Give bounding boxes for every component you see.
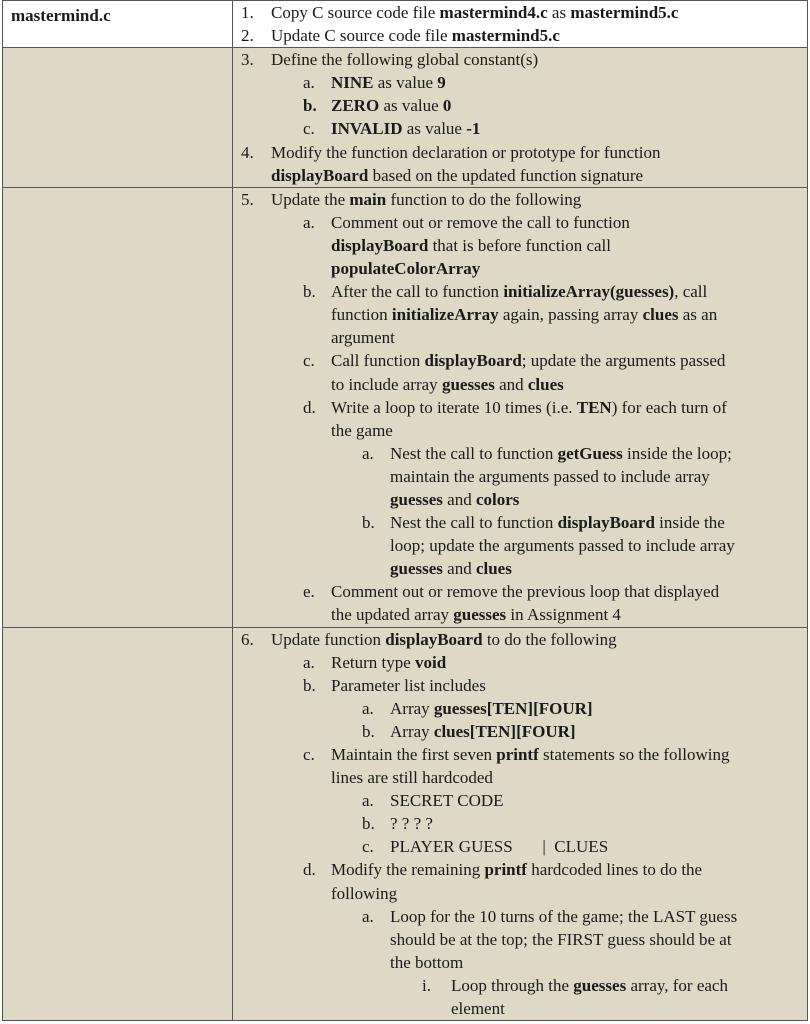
list-marker: 1. [241,3,254,22]
list-marker: c. [303,351,315,371]
list-marker: c. [303,119,315,139]
text-run: Maintain the first seven [331,745,497,764]
instruction-line [233,789,807,812]
text-run: Return type [331,652,416,672]
bold-term: 9 [437,73,446,93]
instruction-text [271,164,807,187]
bold-term: initializeArray [391,305,499,325]
instruction-text [271,1,807,24]
text-run: Modify the remaining [331,860,485,880]
instruction-line [233,117,807,140]
bold-term: initializeArray(guesses) [503,282,675,302]
file-column-cell [3,187,233,627]
bold-term: displayBoard [331,235,429,255]
instruction-text [331,280,807,303]
bold-term: clues [475,559,512,579]
bold-term: populateColorArray [331,259,481,279]
instruction-line [233,534,807,557]
bold-term: main [349,189,387,209]
instruction-text [331,303,807,326]
instruction-text [331,419,807,442]
instruction-text [331,326,807,349]
table-row [3,627,808,1021]
text-run: as an [678,305,718,325]
instruction-table [2,0,808,1021]
instruction-text [390,697,807,720]
file-column-cell [3,1,233,48]
instruction-line [233,974,807,997]
instruction-line [233,141,807,164]
text-run: Loop for the 10 turns of the game; the LAST guess [390,906,738,926]
text-run: ) for each turn of [611,397,727,417]
text-run: Comment out or remove the call to function [331,212,630,232]
instruction-text [390,442,807,465]
instruction-line [233,651,807,674]
list-marker: 3. [241,50,254,70]
bold-term: mastermind4.c [439,3,548,22]
text-run: inside the [654,513,725,533]
instruction-line [233,257,807,280]
bold-term: guesses[TEN][FOUR] [433,698,593,718]
instruction-text [331,882,807,905]
instruction-text [331,580,807,603]
instruction-text [331,349,807,372]
list-marker: b. [362,814,375,834]
text-run: function [331,305,392,325]
text-run: element [451,999,505,1019]
instruction-line [233,373,807,396]
list-marker: c. [303,745,315,764]
instruction-line [233,743,807,766]
instruction-line [233,603,807,626]
text-run: and [494,374,528,394]
instruction-text [331,71,807,94]
bold-term: -1 [466,119,481,139]
instruction-line [233,905,807,928]
bold-term: clues [527,374,564,394]
instruction-line [233,557,807,580]
bold-term: guesses [390,559,443,579]
text-run: as value [373,73,438,93]
instruction-line [233,628,807,651]
text-run: the bottom [390,952,464,972]
instruction-text [271,24,807,47]
bold-term: displayBoard [271,165,369,185]
table-body [3,1,808,1021]
instruction-line [233,928,807,951]
instruction-text [331,858,807,881]
instruction-text [331,674,807,697]
bold-term: displayBoard [385,629,483,649]
text-run: Loop through the [451,975,574,995]
instructions-cell [233,627,808,1021]
list-marker: 5. [241,189,254,209]
instruction-line [233,511,807,534]
bold-term: mastermind5.c [451,26,560,46]
list-marker: a. [362,698,374,718]
instruction-line [233,164,807,187]
bold-term: ZERO [331,96,380,116]
text-run: and [442,489,476,509]
instruction-line [233,951,807,974]
bold-term: clues [642,305,679,325]
bold-term: INVALID [331,119,403,139]
bold-term: void [415,652,447,672]
text-run: hardcoded lines to do the [526,860,703,880]
instruction-text [331,373,807,396]
text-run: , call [674,282,708,302]
text-run: Update C source code file [271,26,452,46]
instruction-text [390,928,807,951]
instruction-text [390,557,807,580]
instruction-line [233,349,807,372]
instruction-line [233,326,807,349]
bold-term: colors [475,489,520,509]
file-name-label: mastermind.c [11,6,111,25]
instruction-text [390,488,807,511]
instruction-line [233,48,807,71]
bold-term: guesses [453,605,507,625]
bold-term: displayBoard [424,351,522,371]
text-run: that is before function call [428,235,611,255]
instruction-text [331,257,807,280]
instruction-line [233,465,807,488]
text-run: ; update the arguments passed [521,351,726,371]
text-run: loop; update the arguments passed to include array [390,536,735,556]
text-run: PLAYER GUESS | CLUES [390,837,609,857]
bold-term: printf [496,745,539,764]
instruction-line [233,858,807,881]
list-marker: c. [362,837,374,857]
instruction-line [233,720,807,743]
text-run: Write a loop to iterate 10 times (i.e. [331,397,577,417]
instruction-text [390,511,807,534]
instruction-text [331,651,807,674]
text-run: as [547,3,571,22]
list-marker: b. [362,721,375,741]
table-row [3,48,808,188]
bold-term: clues[TEN][FOUR] [433,721,576,741]
instruction-line [233,234,807,257]
instruction-text [451,997,807,1020]
bold-term: NINE [331,73,374,93]
text-run: Array [390,698,434,718]
bold-term: guesses [441,374,495,394]
table-row [3,1,808,48]
instruction-line [233,812,807,835]
text-run: as value [379,96,443,116]
bold-term: mastermind5.c [570,3,679,22]
list-marker: b. [303,282,316,302]
instruction-text [390,835,807,858]
list-marker: e. [303,582,315,602]
instruction-text [331,234,807,257]
text-run: Nest the call to function [390,443,558,463]
text-run: and [442,559,476,579]
instructions-cell [233,187,808,627]
text-run: After the call to function [331,282,504,302]
text-run: Comment out or remove the previous loop that displayed [331,582,720,602]
instruction-line [233,24,807,47]
bold-term: 0 [442,96,452,116]
file-column-cell [3,48,233,188]
text-run: ? ? ? ? [390,814,433,834]
text-run: as value [402,119,467,139]
bold-term: displayBoard [557,513,655,533]
instruction-text [271,188,807,211]
instruction-text [390,812,807,835]
text-run: to include array [331,374,442,394]
text-run: Update function [271,629,386,649]
instruction-text [331,603,807,626]
instruction-text [390,951,807,974]
instruction-text [271,141,807,164]
list-marker: a. [303,73,315,93]
instruction-line [233,396,807,419]
text-run: Parameter list includes [331,675,486,695]
instruction-text [331,766,807,789]
instruction-text [390,534,807,557]
list-marker: i. [422,975,431,995]
bold-term: getGuess [557,443,623,463]
text-run: Define the following global constant(s) [271,50,539,70]
instruction-text [390,720,807,743]
text-run: maintain the arguments passed to include array [390,466,710,486]
text-run: the updated array [331,605,454,625]
text-run: Copy C source code file [271,3,440,22]
instruction-text [390,789,807,812]
instructions-cell [233,48,808,188]
instruction-text [451,974,807,997]
text-run: lines are still hardcoded [331,768,493,788]
text-run: to do the following [482,629,617,649]
instruction-line [233,697,807,720]
table-row [3,187,808,627]
instruction-text [390,465,807,488]
bold-term: printf [484,860,527,880]
text-run: again, passing array [498,305,643,325]
bold-term: TEN [576,397,612,417]
instruction-line [233,766,807,789]
list-marker: a. [303,212,315,232]
list-marker: b. [362,513,375,533]
text-run: function to do the following [386,189,582,209]
instruction-text [271,628,807,651]
text-run: Array [390,721,434,741]
text-run: Modify the function declaration or prototype for function [271,142,661,162]
instruction-line [233,419,807,442]
list-marker: a. [362,443,374,463]
text-run: SECRET CODE [390,791,504,811]
list-marker: a. [362,791,374,811]
instruction-line [233,303,807,326]
instruction-line [233,674,807,697]
text-run: statements so the following [538,745,730,764]
list-marker: d. [303,397,316,417]
instruction-line [233,1,807,24]
list-marker: a. [303,652,315,672]
instruction-line [233,94,807,117]
instructions-cell [233,1,808,48]
instruction-line [233,211,807,234]
instruction-line [233,580,807,603]
instruction-text [331,117,807,140]
list-marker: b. [303,675,316,695]
text-run: based on the updated function signature [368,165,644,185]
instruction-text [331,94,807,117]
text-run: Nest the call to function [390,513,558,533]
list-marker: d. [303,860,316,880]
instruction-line [233,997,807,1020]
instruction-line [233,882,807,905]
text-run: should be at the top; the FIRST guess should be at [390,929,732,949]
file-column-cell [3,627,233,1021]
list-marker: 2. [241,26,254,46]
instruction-text [331,211,807,234]
instruction-line [233,835,807,858]
text-run: in Assignment 4 [506,605,621,625]
instruction-text [390,905,807,928]
instruction-line [233,442,807,465]
text-run: inside the loop; [622,443,732,463]
instruction-text [331,743,807,766]
instruction-text [331,396,807,419]
list-marker: 4. [241,142,254,162]
instruction-text [271,48,807,71]
instruction-line [233,280,807,303]
text-run: array, for each [626,975,728,995]
list-marker: b. [303,96,317,116]
list-marker: a. [362,906,374,926]
list-marker: 6. [241,629,254,649]
instruction-line [233,188,807,211]
text-run: Call function [331,351,425,371]
text-run: the game [331,420,393,440]
text-run: Update the [271,189,350,209]
instruction-line [233,488,807,511]
bold-term: guesses [390,489,443,509]
bold-term: guesses [573,975,627,995]
text-run: argument [331,328,395,348]
text-run: following [331,883,398,903]
instruction-line [233,71,807,94]
